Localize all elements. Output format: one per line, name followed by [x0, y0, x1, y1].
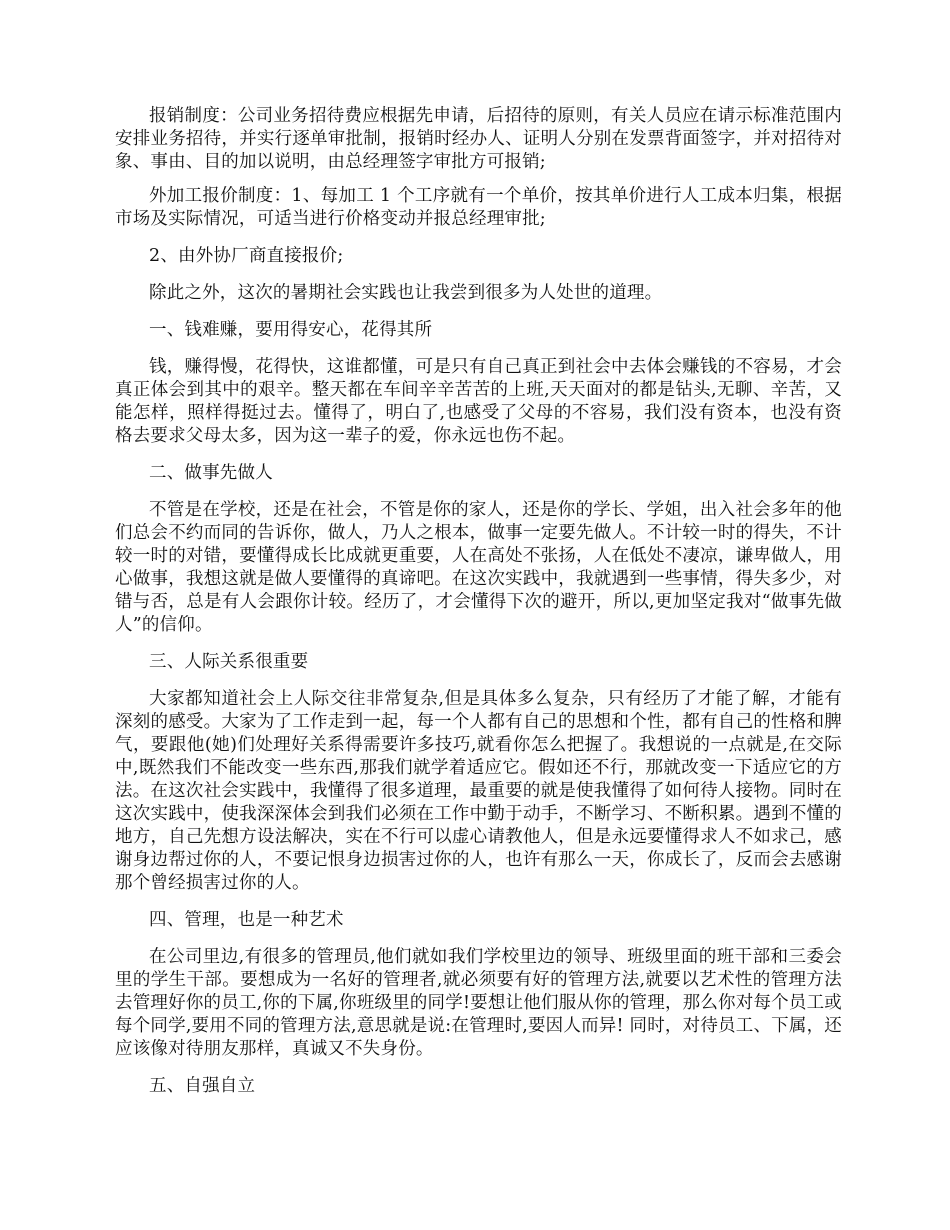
paragraph-outsourcing-item-2: 2、由外协厂商直接报价;	[149, 246, 344, 266]
paragraph-outsourcing-quote-policy: 外加工报价制度：1、每加工 1 个工序就有一个单价，按其单价进行人工成本归集，根据市场及实际情况，可适当进行价格变动并报总经理审批;	[115, 186, 842, 229]
section-heading-3: 三、人际关系很重要	[149, 652, 309, 672]
paragraph-management: 在公司里边,有很多的管理员,他们就如我们学校里边的领导、班级里面的班干部和三委会里的学生干部。要想成为一名好的管理者,就必须要有好的管理方法,就要以艺术性的管理方法去管理好你的员工,你的下属,你班级里的同学!要想让他们服从你的管理，那么你对每个员工或每个同学,要用不同的管理方法,意思就是说:在管理时,要因人而异! 同时，对待员工、下属，还应该像对待朋友那样，真诚又不失身份。	[115, 947, 842, 1059]
section-heading-4: 四、管理，也是一种艺术	[149, 910, 344, 930]
section-heading-1: 一、钱难赚，要用得安心，花得其所	[149, 320, 433, 340]
paragraph-relationships: 大家都知道社会上人际交往非常复杂,但是具体多么复杂，只有经历了才能了解，才能有深刻的感受。大家为了工作走到一起，每一个人都有自己的思想和个性，都有自己的性格和脾气，要跟他(她)们处理好关系得需要许多技巧,就看你怎么把握了。我想说的一点就是,在交际中,既然我们不能改变一些东西,那我们就学着适应它。假如还不行，那就改变一下适应它的方法。在这次社会实践中，我懂得了很多道理，最重要的就是使我懂得了如何待人接物。同时在这次实践中，使我深深体会到我们必须在工作中勤于动手，不断学习、不断积累。遇到不懂的地方，自己先想方设法解决，实在不行可以虚心请教他人，但是永远要懂得求人不如求己，感谢身边帮过你的人，不要记恨身边损害过你的人，也许有那么一天，你成长了，反而会去感谢那个曾经损害过你的人。	[115, 689, 842, 893]
paragraph-summer-practice-intro: 除此之外，这次的暑期社会实践也让我尝到很多为人处世的道理。	[149, 283, 663, 303]
paragraph-reimbursement-policy: 报销制度：公司业务招待费应根据先申请，后招待的原则，有关人员应在请示标准范围内安排业务招待，并实行逐单审批制，报销时经办人、证明人分别在发票背面签字，并对招待对象、事由、目的加以说明，由总经理签字审批方可报销;	[115, 106, 842, 172]
section-heading-5: 五、自强自立	[149, 1076, 256, 1096]
paragraph-be-a-person: 不管是在学校，还是在社会，不管是你的家人，还是你的学长、学姐，出入社会多年的他们总会不约而同的告诉你，做人，乃人之根本，做事一定要先做人。不计较一时的得失，不计较一时的对错，要懂得成长比成就更重要，人在高处不张扬，人在低处不凄凉，谦卑做人，用心做事，我想这就是做人要懂得的真谛吧。在这次实践中，我就遇到一些事情，得失多少，对错与否，总是有人会跟你计较。经历了，才会懂得下次的避开，所以,更加坚定我对“做事先做人”的信仰。	[115, 500, 842, 635]
section-heading-2: 二、做事先做人	[149, 463, 273, 483]
document-body	[115, 105, 842, 1098]
paragraph-money: 钱，赚得慢，花得快，这谁都懂，可是只有自己真正到社会中去体会赚钱的不容易，才会真正体会到其中的艰辛。整天都在车间辛辛苦苦的上班,天天面对的都是钻头,无聊、辛苦，又能怎样，照样得挺过去。懂得了，明白了,也感受了父母的不容易，我们没有资本，也没有资格去要求父母太多，因为这一辈子的爱，你永远也伤不起。	[115, 357, 842, 446]
